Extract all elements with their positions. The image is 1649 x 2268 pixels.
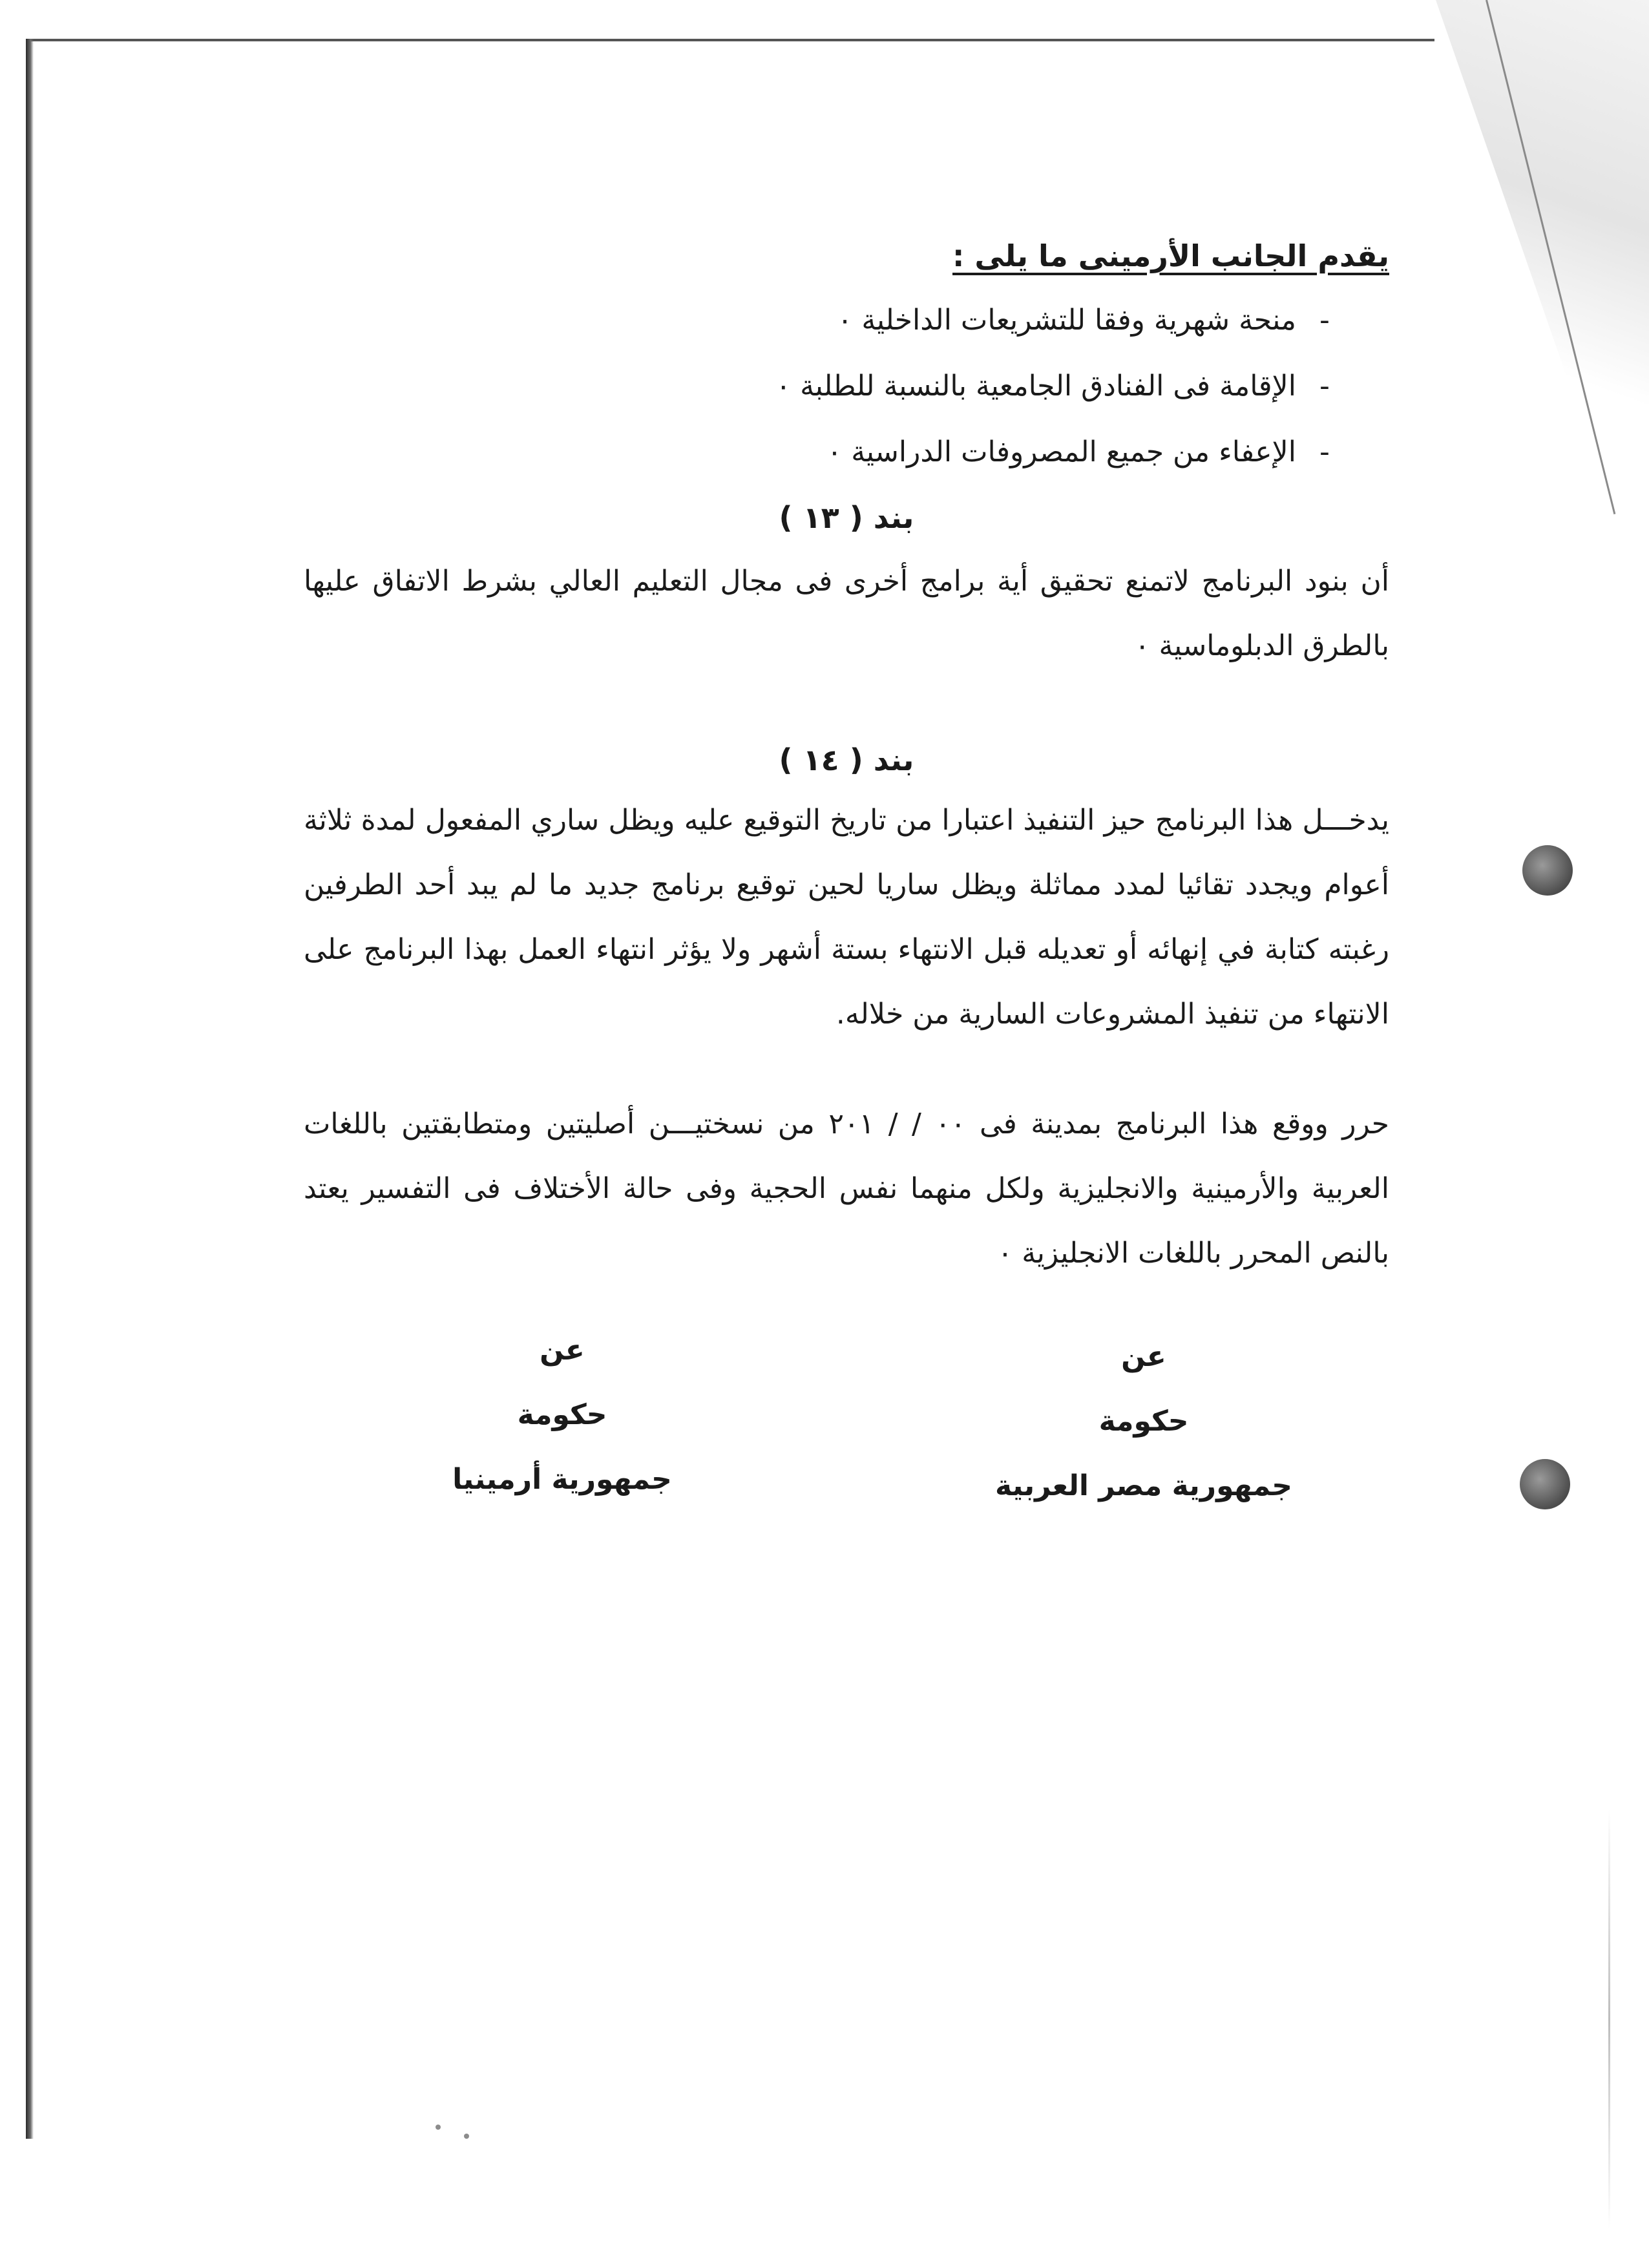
signature-block-armenia bbox=[401, 1318, 724, 1512]
bullet-marker: - bbox=[1319, 436, 1330, 468]
signature-government: حكومة bbox=[1098, 1405, 1189, 1438]
list-item-text: منحة شهرية وفقا للتشريعات الداخلية ٠ bbox=[837, 304, 1296, 337]
paper-crease bbox=[1608, 1809, 1610, 2229]
bullet-marker: - bbox=[1319, 304, 1330, 337]
scan-speck bbox=[464, 2134, 469, 2139]
list-item bbox=[775, 288, 1344, 353]
bullet-marker: - bbox=[1319, 370, 1330, 403]
signature-country: جمهورية مصر العربية bbox=[995, 1469, 1292, 1502]
clause-13-title: بند ( ١٣ ) bbox=[779, 500, 914, 535]
punch-hole-top bbox=[1522, 845, 1573, 896]
closing-paragraph: حرر ووقع هذا البرنامج بمدينة فى ٠٠ / / ٢٠١ من نسختيـــن أصليتين ومتطابقتين باللغات العربية والأرمينية والانجليزية ولكل منهما نفس الحجية وفى حالة الأختلاف فى التفسير يعتد بالنص المحرر باللغات الانجليزية ٠ bbox=[304, 1108, 1389, 1270]
benefits-list bbox=[775, 288, 1344, 485]
signature-country: جمهورية أرمينيا bbox=[452, 1463, 672, 1496]
signature-from: عن bbox=[540, 1334, 585, 1367]
list-item bbox=[775, 419, 1344, 485]
scan-left-edge bbox=[26, 39, 34, 2139]
signature-block-egypt bbox=[982, 1325, 1305, 1518]
clause-13-text: أن بنود البرنامج لاتمنع تحقيق أية برامج أخرى فى مجال التعليم العالي بشرط الاتفاق عليها بالطرق الدبلوماسية ٠ bbox=[304, 565, 1389, 662]
list-item-text: الإعفاء من جميع المصروفات الدراسية ٠ bbox=[826, 436, 1296, 468]
clause-14-title: بند ( ١٤ ) bbox=[779, 742, 914, 777]
section-heading: يقدم الجانب الأرمينى ما يلى : bbox=[952, 238, 1389, 273]
signature-government: حكومة bbox=[517, 1398, 607, 1431]
list-item bbox=[775, 353, 1344, 419]
list-item-text: الإقامة فى الفنادق الجامعية بالنسبة للطلبة ٠ bbox=[775, 370, 1296, 403]
scan-top-edge bbox=[26, 39, 1434, 41]
clause-14-text: يدخـــل هذا البرنامج حيز التنفيذ اعتبارا من تاريخ التوقيع عليه ويظل ساري المفعول لمدة ثلاثة أعوام ويجدد تقائيا لمدد مماثلة ويظل ساريا لحين توقيع برنامج جديد ما لم يبد أحد الطرفين رغبته كتابة في إنهائه أو تعديله قبل الانتهاء بستة أشهر ولا يؤثر انتهاء العمل بهذا البرنامج على الانتهاء من تنفيذ المشروعات السارية من خلاله. bbox=[304, 804, 1389, 1031]
scan-speck bbox=[436, 2125, 441, 2130]
punch-hole-bottom bbox=[1520, 1459, 1570, 1509]
folded-corner bbox=[1436, 0, 1649, 504]
signature-from: عن bbox=[1121, 1340, 1166, 1373]
